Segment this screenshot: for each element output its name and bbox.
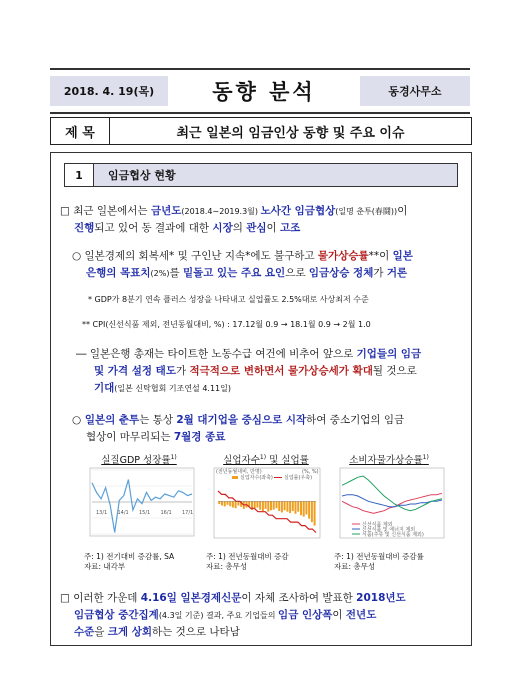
text: 은행의 목표치 <box>86 267 151 279</box>
chart-1-title-sup: 1) <box>170 453 177 461</box>
legend-swatch-unemployed <box>232 476 238 479</box>
chart-1-note: 주: 1) 전기대비 증감률, SA <box>84 552 175 561</box>
text: 협상이 마무리되는 <box>86 431 174 443</box>
text: 될 것으로 <box>372 365 417 377</box>
unemployed-bar <box>273 501 275 509</box>
chart-1-notes <box>84 552 204 572</box>
section-title: 임금협상 현황 <box>102 164 457 186</box>
subject-text: 최근 일본의 임금인상 동향 및 주요 이슈 <box>176 125 405 141</box>
text: 가 <box>175 365 190 377</box>
text: 수준 <box>74 626 95 638</box>
text: 하는 것으로 나타남 <box>152 626 240 638</box>
legend-rate: 실업률(우축) <box>284 475 313 481</box>
text: 최근 일본에서는 <box>69 205 151 217</box>
text: 이 <box>266 222 280 234</box>
chart-3-source: 자료: 총무성 <box>334 562 376 571</box>
unemployed-bar <box>305 501 307 514</box>
unemployed-bar <box>303 501 305 516</box>
text: 물가상승률 <box>317 250 369 262</box>
text: 되고 있어 동 결과에 대한 <box>94 222 213 234</box>
unemployed-bar <box>314 501 316 525</box>
text: 일본의 춘투 <box>81 414 140 426</box>
text: 전년도 <box>345 609 377 621</box>
text: 4.16일 일본경제신문 <box>140 592 242 604</box>
text: (4.3일 기준) 결과, 주요 기업들의 <box>158 611 279 620</box>
chart-1-source: 자료: 내각부 <box>84 562 126 571</box>
text: 관심 <box>246 222 267 234</box>
text: 금년도 <box>150 205 182 217</box>
text: 일본경제의 회복세* 및 구인난 지속*에도 불구하고 <box>81 250 318 262</box>
text: (2018.4∼2019.3월) <box>181 207 261 216</box>
unemployed-bar <box>221 501 223 505</box>
unemployed-bar <box>254 501 256 508</box>
document-header <box>50 68 470 114</box>
unemployed-bar <box>229 501 231 506</box>
text: 이 <box>397 205 408 217</box>
chart-2-title-text2: 및 실업률 <box>266 455 309 466</box>
unemployed-bar <box>308 501 310 518</box>
text: 를 <box>169 267 183 279</box>
paragraph-1 <box>60 203 460 237</box>
unemployed-bar <box>270 501 272 510</box>
text: 이 <box>332 609 346 621</box>
text: 이러한 가운데 <box>69 592 141 604</box>
text: 2월 대기업을 중심으로 시작 <box>176 414 307 426</box>
bullet-dash: ― <box>76 348 87 360</box>
text: 의 <box>232 222 247 234</box>
text: 이 자체 조사하여 발표한 <box>241 592 357 604</box>
chart-2-right-unit: (%, %) <box>302 469 319 475</box>
text: 는 통상 <box>139 414 177 426</box>
x-tick-label: 16/1 <box>160 510 172 516</box>
x-tick-label: 15/1 <box>139 510 151 516</box>
footnote-1: * GDP가 8분기 연속 플러스 성장을 나타내고 실업률도 2.5%대로 사상최저 수준 <box>88 295 369 304</box>
bullet-circle: ○ <box>72 250 82 262</box>
paragraph-2 <box>72 248 462 282</box>
unemployed-bar <box>232 501 234 507</box>
chart-1-title <box>84 452 194 466</box>
unemployed-bar <box>295 501 297 514</box>
chart-2-notes <box>206 552 326 572</box>
text: 으로 <box>285 267 309 279</box>
chart-2-source: 자료: 총무성 <box>206 562 248 571</box>
bullet-square: □ <box>60 592 70 604</box>
text: 7월경 종료 <box>173 431 226 443</box>
text: 및 가격 설정 태도 <box>94 365 176 377</box>
text: 크게 상회 <box>107 626 153 638</box>
text: 임금상승 정체 <box>308 267 374 279</box>
unemployed-bar <box>289 501 291 513</box>
unemployed-bar <box>278 501 280 511</box>
unemployed-bar <box>265 501 267 509</box>
legend-food: 식품(주류 및 신선식품 제외) <box>362 532 424 538</box>
report-date: 2018. 4. 19(목) <box>50 76 168 106</box>
unemployed-bar <box>276 501 278 508</box>
unemployed-bar <box>256 501 258 507</box>
unemployed-bar <box>286 501 288 511</box>
bullet-square: □ <box>60 205 70 217</box>
chart-2-title <box>206 452 326 466</box>
text: 시장 <box>212 222 233 234</box>
unemployed-bar <box>235 501 237 508</box>
text: 일본은행 총재는 타이트한 노동수급 여건에 비추어 앞으로 <box>86 348 357 360</box>
bullet-circle: ○ <box>72 414 82 426</box>
subject-row <box>50 117 472 145</box>
legend-unemployed: 실업자수(좌축) <box>240 475 273 481</box>
unemployed-bar <box>284 501 286 510</box>
unemployment-chart <box>204 466 326 546</box>
text: (2%) <box>150 269 170 278</box>
text: 일본 <box>392 250 413 262</box>
text: 가 <box>373 267 387 279</box>
chart-3-title-text: 소비자물가상승률 <box>349 455 423 466</box>
unemployed-bar <box>311 501 313 522</box>
unemployed-bar <box>259 501 261 509</box>
text: 임금협상 중간집계 <box>74 609 159 621</box>
paragraph-4 <box>72 412 464 446</box>
unemployed-bar <box>224 501 226 506</box>
text: 밑돌고 있는 주요 요인 <box>182 267 286 279</box>
x-tick-label: 13/1 <box>96 510 108 516</box>
text: 진행 <box>74 222 95 234</box>
legend-core-core: 신선식품 및 에너지 제외 <box>362 527 416 533</box>
section-header <box>64 163 458 187</box>
x-tick-label: 17/1 <box>182 510 194 516</box>
chart-2-title-text: 실업자수 <box>223 455 260 466</box>
text: 적극적으로 변하면서 물가상승세가 확대 <box>189 365 373 377</box>
chart-2-title-sup: 1) <box>259 453 267 461</box>
text: (일본 신탁협회 기조연설 4.11일) <box>114 384 231 393</box>
text: 을 <box>94 626 108 638</box>
chart-3-note: 주: 1) 전년동월대비 증감률 <box>334 552 424 561</box>
report-org: 동경사무소 <box>360 76 470 106</box>
text: 거론 <box>386 267 408 279</box>
unemployed-bar <box>227 501 229 505</box>
text: (일명 춘투(春鬪)) <box>335 207 398 216</box>
text: 기업들의 임금 <box>356 348 422 360</box>
unemployed-bar <box>292 501 294 511</box>
unemployed-bar <box>262 501 264 511</box>
unemployed-bar <box>281 501 283 512</box>
text: 고조 <box>279 222 301 234</box>
paragraph-5 <box>60 590 460 641</box>
unemployed-bar <box>267 501 269 511</box>
text: 2018년도 <box>356 592 406 604</box>
chart-1-title-text: 실질GDP 성장률 <box>101 455 171 466</box>
unemployed-bar <box>237 501 239 505</box>
unemployed-bar <box>218 501 220 504</box>
text: 노사간 임금협상 <box>260 205 336 217</box>
gdp-growth-chart <box>80 466 198 546</box>
text: **이 <box>368 250 393 262</box>
section-number: 1 <box>65 164 94 186</box>
chart-2-note: 주: 1) 전년동월대비 증감 <box>206 552 289 561</box>
text: 하여 중소기업의 임금 <box>306 414 405 426</box>
chart-3-title-sup: 1) <box>422 453 429 461</box>
chart-3-notes <box>334 552 454 572</box>
report-title: 동향 분석 <box>212 80 316 104</box>
cpi-chart <box>334 466 452 546</box>
footnote-2: ** CPI(신선식품 제외, 전년동월대비, %) : 17.12월 0.9 → 18.1월 0.9 → 2월 1.0 <box>82 320 371 329</box>
paragraph-3 <box>76 346 464 397</box>
subject-label: 제 목 <box>51 118 110 144</box>
unemployed-bar <box>297 501 299 511</box>
unemployed-bar <box>300 501 302 515</box>
text: 기대 <box>94 382 115 394</box>
legend-core: 신선식품 제외 <box>362 522 393 528</box>
x-tick-label: 14/1 <box>117 510 129 516</box>
chart-2-left-unit: (전년동월대비, 만명) <box>216 469 262 475</box>
chart-3-title <box>334 452 444 466</box>
text: 임금 인상폭 <box>278 609 333 621</box>
section-gap <box>94 164 102 186</box>
